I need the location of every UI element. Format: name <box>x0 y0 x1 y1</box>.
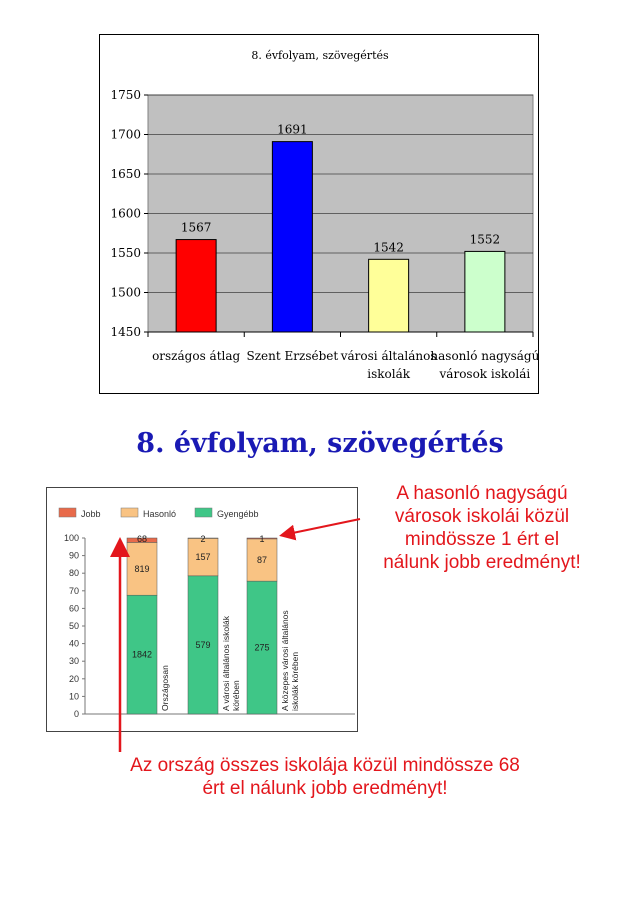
legend-label: Gyengébb <box>217 509 259 519</box>
legend-label: Hasonló <box>143 509 177 519</box>
chart-title: 8. évfolyam, szövegértés <box>251 49 389 62</box>
data-label: 1842 <box>131 649 153 660</box>
data-label: 157 <box>195 552 211 563</box>
y-tick-label: 1700 <box>110 127 141 142</box>
data-label: 1691 <box>277 122 308 137</box>
category-label: A városi általános iskolák <box>221 616 231 711</box>
y-tick-label: 90 <box>68 550 79 561</box>
y-tick-label: 100 <box>63 533 79 543</box>
category-label: iskolák körében <box>290 651 300 711</box>
y-tick-label: 1650 <box>110 167 141 181</box>
y-tick-label: 0 <box>73 709 79 719</box>
data-label: 275 <box>254 642 270 653</box>
annotation-bottom-line: ért el nálunk jobb eredményt! <box>202 778 448 799</box>
data-label: 1 <box>259 534 265 544</box>
y-tick-label: 1500 <box>110 285 141 300</box>
annotation-top-line: nálunk jobb eredményt! <box>383 552 581 573</box>
y-tick-label: 70 <box>68 585 79 596</box>
y-tick-label: 40 <box>68 638 79 649</box>
data-label: 68 <box>136 534 148 544</box>
y-tick-label: 20 <box>68 673 79 684</box>
category-label: városok iskolái <box>439 367 531 381</box>
y-tick-label: 1450 <box>110 325 141 339</box>
annotation-top-line: A hasonló nagyságú <box>396 483 568 504</box>
data-label: 1542 <box>373 240 404 255</box>
category-label: országos átlag <box>152 349 241 363</box>
data-label: 2 <box>200 534 206 544</box>
annotation-top-line: városok iskolái közül <box>394 506 570 527</box>
y-tick-label: 30 <box>68 656 79 667</box>
data-label: 819 <box>134 563 150 574</box>
annotation-bottom-line: Az ország összes iskolája közül mindössze 68 <box>130 755 520 776</box>
category-label: A közepes városi általános <box>280 610 290 711</box>
y-tick-label: 1600 <box>110 206 141 221</box>
y-tick-label: 80 <box>68 568 79 579</box>
y-tick-label: 1750 <box>110 88 141 102</box>
data-label: 1567 <box>180 220 212 235</box>
data-label: 579 <box>195 639 211 650</box>
category-label: iskolák <box>367 367 411 381</box>
section-heading: 8. évfolyam, szövegértés <box>136 428 504 459</box>
arrow-to-top-bar <box>283 519 360 535</box>
y-tick-label: 1550 <box>110 246 141 260</box>
y-tick-label: 60 <box>68 603 79 614</box>
category-label: városi általános <box>340 349 437 363</box>
category-label: hasonló nagyságú <box>430 349 540 363</box>
data-label: 1552 <box>469 232 501 247</box>
legend-label: Jobb <box>81 509 101 519</box>
category-label: körében <box>231 680 241 711</box>
y-tick-label: 10 <box>68 691 79 702</box>
category-label: Szent Erzsébet <box>246 349 339 363</box>
annotation-top-line: mindössze 1 ért el <box>404 529 560 550</box>
category-label: Országosan <box>160 665 170 711</box>
data-label: 87 <box>256 555 268 565</box>
y-tick-label: 50 <box>68 621 79 631</box>
